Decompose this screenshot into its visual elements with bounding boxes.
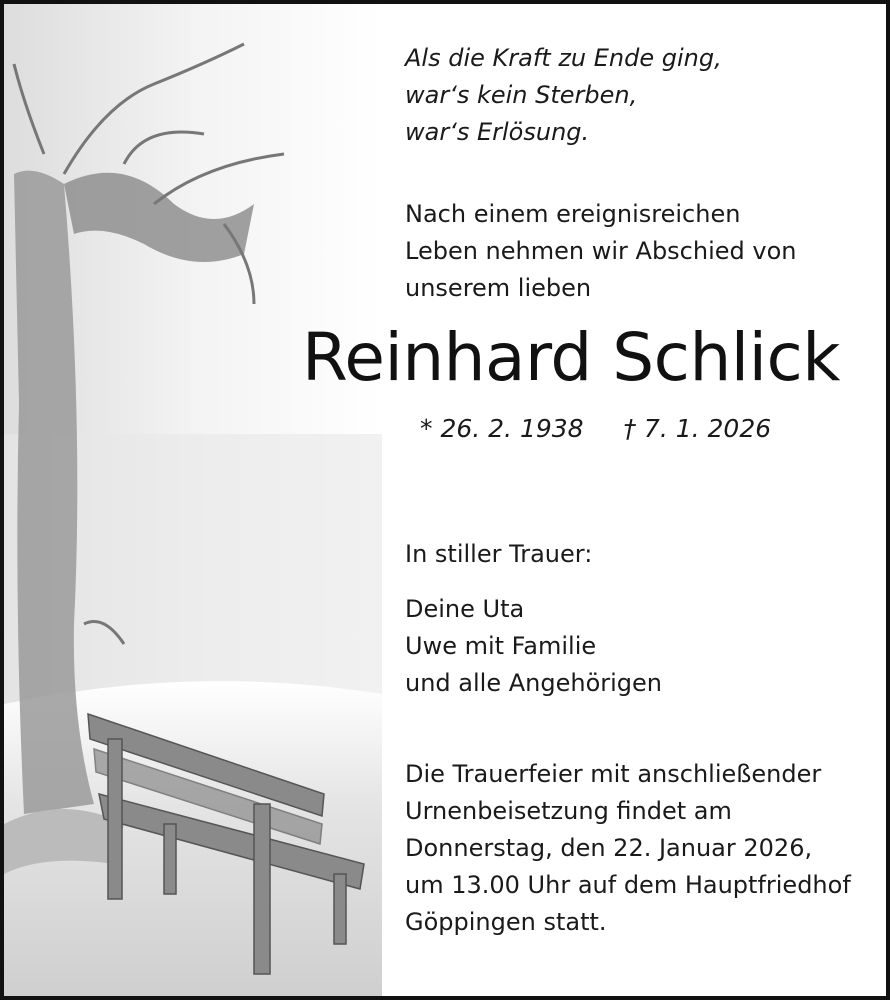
deceased-name: Reinhard Schlick — [302, 319, 840, 396]
ceremony-line: Donnerstag, den 22. Januar 2026, — [405, 834, 813, 862]
ceremony-line: um 13.00 Uhr auf dem Hauptfriedhof — [405, 871, 851, 899]
mourner: Uwe mit Familie — [405, 632, 597, 660]
ceremony-info — [405, 756, 851, 941]
quote-line: Als die Kraft zu Ende ging, — [405, 44, 722, 72]
ceremony-line: Urnenbeisetzung findet am — [405, 797, 732, 825]
death-date: † 7. 1. 2026 — [623, 414, 772, 443]
intro-line: Nach einem ereignisreichen — [405, 200, 741, 228]
mourner: Deine Uta — [405, 595, 525, 623]
intro-line: Leben nehmen wir Abschied von — [405, 237, 797, 265]
quote-line: war‘s Erlösung. — [405, 118, 590, 146]
intro-line: unserem lieben — [405, 274, 592, 302]
ceremony-line: Göppingen statt. — [405, 908, 607, 936]
quote — [405, 40, 722, 151]
mourner: und alle Angehörigen — [405, 669, 662, 697]
ceremony-line: Die Trauerfeier mit anschließender — [405, 760, 822, 788]
birth-date: * 26. 2. 1938 — [420, 414, 584, 443]
tree-and-bench-illustration — [4, 4, 382, 996]
mourning-heading: In stiller Trauer: — [405, 540, 593, 568]
life-dates — [420, 414, 771, 443]
mourners-list — [405, 591, 662, 702]
quote-line: war‘s kein Sterben, — [405, 81, 638, 109]
intro-text — [405, 196, 796, 307]
